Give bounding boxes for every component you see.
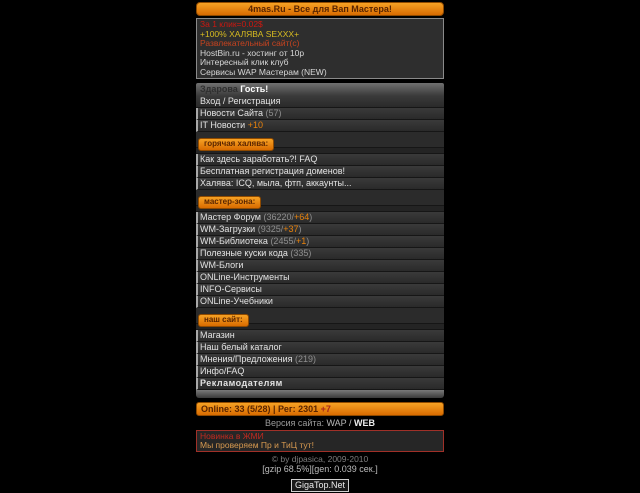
menu-item-count: (219) [295,354,317,364]
menu-item[interactable] [196,166,444,178]
menu-list [196,96,444,390]
ad-link[interactable]: За 1 клик=0.02$ [200,19,263,29]
section-badge[interactable]: наш сайт: [198,314,249,327]
menu-item-count: +1 [295,236,307,246]
menu-item-label: Магазин [200,330,235,340]
menu-item[interactable] [196,378,444,390]
menu-item-label: Новости Сайта [200,108,266,118]
menu-item-count: (2455/ [270,236,296,246]
menu-item-count: +37 [283,224,299,234]
menu-item-label: Как здесь заработать?! FAQ [200,154,318,164]
menu-item-count: (9325/ [257,224,284,234]
menu-item-label: WM-Библиотека [200,236,271,246]
ad-link[interactable]: Сервисы WAP Мастерам (NEW) [200,66,327,77]
section-badge-row [196,132,444,148]
menu-item-label: ONLine-Учебники [200,296,273,306]
menu-item[interactable] [196,178,444,190]
menu-item[interactable] [196,272,444,284]
ad-link[interactable]: +100% ХАЛЯВА SEXXX+ [200,28,300,39]
counter-row [196,475,444,493]
ad-links-box [196,18,444,79]
version-label: Версия сайта: [264,418,327,428]
promo-line2[interactable]: Мы проверяем Пр и ТиЦ тут! [200,440,314,450]
section-badge-row [196,190,444,206]
menu-item[interactable] [196,366,444,378]
section-badge[interactable]: горячая халява: [198,138,274,151]
menu-item[interactable] [196,120,444,132]
copyright: © by djpasica, 2009-2010 [271,454,369,464]
list-footer-bar [196,390,444,398]
menu-item[interactable] [196,108,444,120]
online-new-count: +7 [320,404,331,414]
ad-link[interactable]: HostBin.ru - хостинг от 10р [200,47,305,58]
menu-item-label: WM-Блоги [200,260,244,270]
menu-item-label: Полезные куски кода [200,248,291,258]
gigatop-counter-link[interactable]: GigaTop.Net [291,479,349,492]
menu-item[interactable] [196,96,444,108]
ad-link[interactable]: Интересный клик клуб [200,57,289,67]
menu-item-label: IT Новости [200,120,248,130]
menu-item[interactable] [196,342,444,354]
menu-item-count: ) [309,212,313,222]
menu-item-label: Инфо/FAQ [200,366,245,376]
menu-item-label: INFO-Сервисы [200,284,262,294]
menu-item-label: Мнения/Предложения [200,354,296,364]
online-stats-text: Online: 33 (5/28) | Рег: 2301 [201,404,321,414]
menu-item[interactable] [196,236,444,248]
version-web-link[interactable]: WEB [354,418,375,428]
menu-item-label: Рекламодателям [200,378,283,388]
menu-item[interactable] [196,224,444,236]
menu-item-label: Наш белый каталог [200,342,282,352]
menu-item[interactable] [196,284,444,296]
menu-item-count: (36220/ [263,212,295,222]
menu-item-count: (57) [265,108,282,118]
menu-item-count: +10 [247,120,263,130]
menu-item[interactable] [196,296,444,308]
ad-link[interactable]: Развлекательный сайт(с) [200,38,300,48]
promo-line1[interactable]: Новинка в ЖМИ [200,431,264,441]
greeting-username: Гость! [240,84,269,94]
menu-item[interactable] [196,248,444,260]
menu-item[interactable] [196,154,444,166]
version-wap-link[interactable]: WAP [326,418,347,428]
greeting-prefix: Здарова [200,84,241,94]
menu-item-count: +64 [294,212,310,222]
menu-item-label: Бесплатная регистрация доменов! [200,166,346,176]
section-badge-row [196,308,444,324]
menu-item[interactable] [196,260,444,272]
menu-item[interactable] [196,330,444,342]
menu-item-count: ) [298,224,302,234]
menu-item-count: ) [306,236,310,246]
menu-item-label: WM-Загрузки [200,224,258,234]
menu-item-label: Мастер Форум [200,212,264,222]
online-stats-bar [196,402,444,416]
menu-item[interactable] [196,354,444,366]
menu-item-label: Вход / Регистрация [200,96,281,106]
gzip-stats: [gzip 68.5%][gen: 0.039 сек.] [262,464,378,474]
menu-item-label: Халява: ICQ, мыла, фтп, аккаунты... [200,178,352,188]
site-title-bar[interactable]: 4mas.Ru - Все для Вап Мастера! [196,2,444,16]
version-separator: / [346,418,354,428]
site-version-row [196,417,444,429]
section-badge[interactable]: мастер-зона: [198,196,261,209]
menu-item[interactable] [196,212,444,224]
menu-item-label: ONLine-Инструменты [200,272,290,282]
content-column [196,2,444,493]
promo-box[interactable] [196,430,444,452]
menu-item-count: (335) [290,248,312,258]
greeting-bar [196,83,444,96]
